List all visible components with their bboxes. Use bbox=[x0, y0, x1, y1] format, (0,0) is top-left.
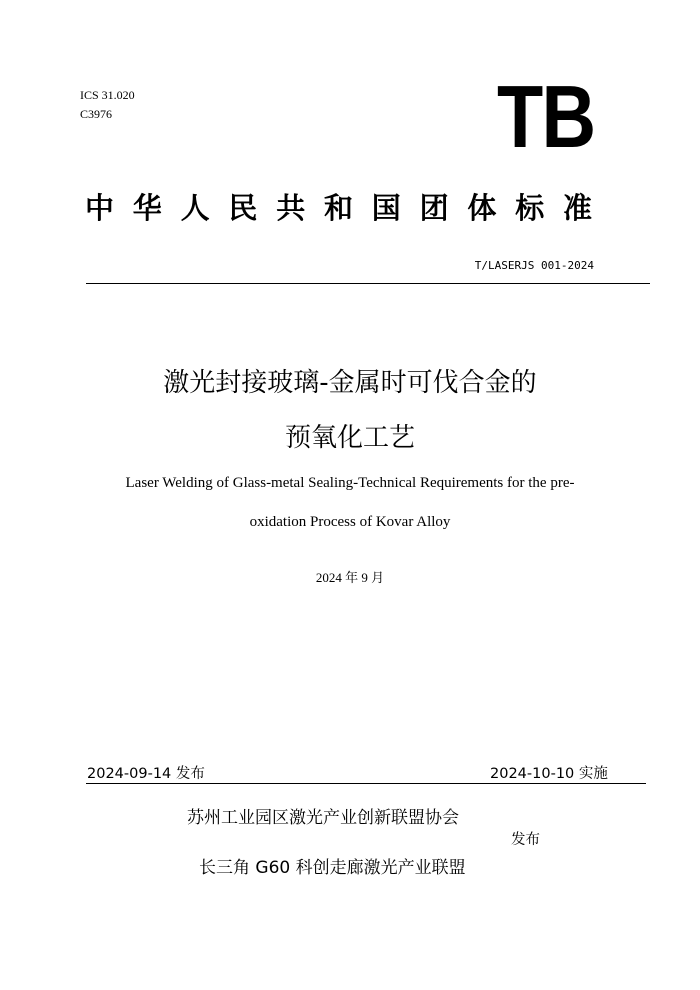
issuing-organization-1: 苏州工业园区激光产业创新联盟协会 bbox=[187, 808, 459, 828]
tb-logo: TB bbox=[497, 67, 595, 166]
issue-date: 2024-09-14 发布 bbox=[87, 766, 205, 782]
issuing-organization-2: 长三角 G60 科创走廊激光产业联盟 bbox=[199, 858, 466, 878]
header-divider bbox=[86, 283, 650, 284]
publication-date: 2024 年 9 月 bbox=[315, 570, 385, 585]
ccs-code: C3976 bbox=[80, 107, 113, 121]
chinese-title-line-1: 激光封接玻璃-金属时可伐合金的 bbox=[163, 368, 537, 398]
english-title-line-1: Laser Welding of Glass-metal Sealing-Technical Requirements for the pre- bbox=[125, 475, 575, 491]
issued-label: 发布 bbox=[511, 832, 540, 848]
implementation-date: 2024-10-10 实施 bbox=[490, 766, 608, 782]
standard-type-title: 中华人民共和国团体标准 bbox=[85, 191, 611, 225]
standard-code: T/LASERJS 001-2024 bbox=[474, 259, 594, 272]
english-title-line-2: oxidation Process of Kovar Alloy bbox=[249, 514, 451, 530]
footer-divider bbox=[86, 783, 646, 784]
chinese-title-line-2: 预氧化工艺 bbox=[284, 423, 415, 453]
ics-code: ICS 31.020 bbox=[80, 88, 135, 102]
classification-codes bbox=[80, 86, 135, 124]
